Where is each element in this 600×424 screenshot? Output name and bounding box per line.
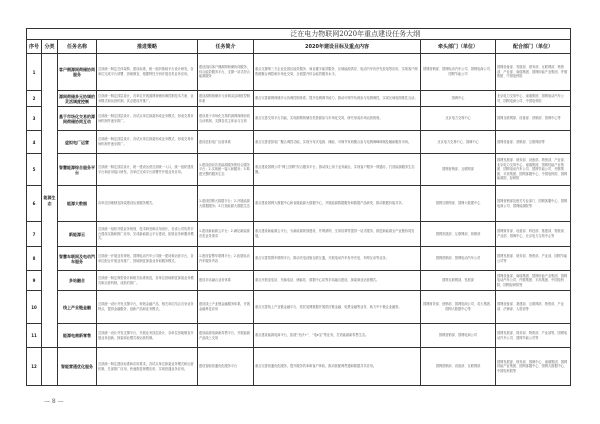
strategy: 总部统一制定建设标准和应用要求，各试点单位探索业务模式和运营机制，总部推广应用，快速推进规模应用，实现营通业务应用。 — [97, 348, 198, 386]
goals-content: 重点支撑第三方企业及园区能效服务、商业楼宇能效服务、区域能源供应、电动汽车有序充放电等应用，实现客户侧资源聚合调控和市场化交易，全面提升综合能效服务水平。 — [254, 54, 421, 91]
header-row — [27, 40, 571, 54]
row-number: 9 — [27, 271, 42, 291]
header-content: 2020年建设目标及重点内容 — [254, 40, 421, 54]
task-intro: 建设虚拟电厂运营体系 — [198, 131, 254, 154]
row-number: 10 — [27, 291, 42, 324]
goals-content: 重点建设国网公司“网上国网”综合服务平台，推动线上线下业务融合，实现客户服务一网通办，打造能源服务生态圈。 — [254, 154, 421, 186]
lead-department: 国网营销部、设备部、互联网部 — [421, 348, 496, 386]
table-row — [27, 348, 571, 386]
category-cell-empty — [42, 348, 58, 386]
lead-department: 国网互联网部、发展部 — [421, 271, 496, 291]
table-row — [27, 107, 571, 131]
goals-content: 重点完善线上产业链金融平台，依托电网数据开展供应链金融、电费金融等业务，助力中小微企业融资。 — [254, 291, 421, 324]
table-row — [27, 131, 571, 154]
goals-content: 重点建设新能源云平台，为新能源规划建设、并网消纳、交易结算等提供一站式服务，推进新能源全产业链协同发展。 — [254, 222, 421, 247]
task-intro: 建设多站融合业务体系 — [198, 271, 254, 291]
table-row — [27, 54, 571, 91]
row-number: 6 — [27, 186, 42, 222]
strategy: 总部统一制定顶层设计，各试点单位探索形成业务模式，形成交易市场机制并逐步推广。 — [97, 107, 198, 131]
task-intro: 1.建设智慧车联网平台；2.拓展电动汽车服务内容 — [198, 247, 254, 271]
goals-content: 重点开展变电站、充换电站、储能站、数据中心站等多站融合建设，探索商业运营模式。 — [254, 271, 421, 291]
support-department: 国网发展部、财务部、设备部、物资部、产业部、北京电力交易中心、南瑞集团、国网综能产业集团、国网电动汽车公司、国网节能公司、许继集团、平高集团、国网客服中心、中国电科院、国网能源院、经研院 — [496, 154, 571, 186]
table-row — [27, 271, 571, 291]
goals-content: 重点完善交易平台功能，实现源网荷储各类资源参与市场化交易，研究形成市场运营规则。 — [254, 107, 421, 131]
task-intro: 建设源网荷储多元协调灵活调度控制体系 — [198, 91, 254, 107]
table-row — [27, 247, 571, 271]
table-row — [27, 186, 571, 222]
lead-department: 国网发展部、互联网部、营销部 — [421, 222, 496, 247]
task-table — [26, 28, 571, 386]
header-support-dept: 配合部门（单位） — [496, 40, 571, 54]
strategy: 总部统一制定顶层设计，各单位开展源网荷储协调控制技术方案、业务模式和运营机制，试点建设并推广。 — [97, 91, 198, 107]
header-strategy: 推进策略 — [97, 40, 198, 54]
row-number: 2 — [27, 91, 42, 107]
row-number: 7 — [27, 222, 42, 247]
goals-content: 重点建设能源电商平台，拓展“光伏+”、“电e宝”等业务，打造能源新零售生态。 — [254, 324, 421, 348]
goals-content: 重点建设国网大数据中心和省级能源大数据中心，开展能源数据服务和数据产品研发，推动数据价值共享。 — [254, 186, 421, 222]
goals-content: 重点完善源网荷储多元协调控制体系，提升电网调节能力，推动可调节负荷参与电网调控，实现区域电网柔性互动。 — [254, 91, 421, 107]
task-name: 智能营通优化服务 — [58, 348, 97, 386]
task-intro: 1.建设面向各类能源服务的综合服务平台；2.实现统一接入和服务；3.构建完整的服务生态 — [198, 154, 254, 186]
category-cell: 能源生态 — [42, 54, 58, 348]
strategy: 总部统一制定顶层设计，统一建设运营总部统一入口，统一组织建设平台和应用接口研发，各单位完成平台部署并开展业务应用。 — [97, 154, 198, 186]
task-intro: 建设能源电商新零售平台，开展能源产品线上交易 — [198, 324, 254, 348]
lead-department: 国调中心 — [421, 91, 496, 107]
support-department: 国网互联网部、设备部、营销部、国调中心等 — [496, 107, 571, 131]
support-department: 国网设备部、基建部、互联网部、物资部、产业部、法律部、人资部等 — [496, 291, 571, 324]
row-number: 12 — [27, 348, 42, 386]
task-name: 源网荷储多元协调的灵活调度控制 — [58, 91, 97, 107]
lead-department: 北京电力交易中心、国调中心 — [421, 131, 496, 154]
task-name: 基于市场化交易的源网荷储协同互动 — [58, 107, 97, 131]
row-number: 4 — [27, 131, 42, 154]
lead-department: 国网财务部、营销部、国网电商公司、英大集团、国网大数据中心等 — [421, 291, 496, 324]
strategy: 总部统一制定总体架构、建设标准，统一组织基础平台设计研发，各单位完成平台部署、因地制宜、根据特性分别开展各类业务应用。 — [97, 54, 198, 91]
support-department: 国网财务部、设备部、科技部、基建部、物资部、产业部、国调中心、北京电力交易中心等 — [496, 222, 571, 247]
support-department: 国网设备部、发展部、财务部、互联网部、物资部、产业部、南瑞集团、国网综能产业集团、许继集团、中国电科院 — [496, 54, 571, 91]
header-lead-dept: 牵头部门（单位） — [421, 40, 496, 54]
support-department: 国网发展部、财务部、物资部、产业部、国网节能公司等 — [496, 247, 571, 271]
lead-department: 国网营销部、国网电动汽车公司 — [421, 247, 496, 271]
header-intro: 任务简介 — [198, 40, 254, 54]
row-number: 8 — [27, 247, 42, 271]
strategy: 总部统一组织开展业务规划、技术研发和应用设计，各省公司负责平台建设实施和推广应用，完成新能源云平台建设，拓展业务和服务模式。 — [97, 222, 198, 247]
lead-department: 国网营销部、国网电商公司 — [421, 324, 496, 348]
support-department: 国网设备部、营销部、互联网部等 — [496, 131, 571, 154]
row-number: 5 — [27, 154, 42, 186]
row-number: 1 — [27, 54, 42, 91]
task-intro: 1.建设新能源云平台；2.满足新能源各类业务需求 — [198, 222, 254, 247]
task-name: 新能源云 — [58, 222, 97, 247]
header-no: 序号 — [27, 40, 42, 54]
goals-content: 重点完善营通优化服务，提升服务效率和客户体验，推动营配调贯通和数据共享应用。 — [254, 348, 421, 386]
table-row — [27, 91, 571, 107]
table-title: 泛在电力物联网2020年重点建设任务大纲 — [27, 29, 571, 40]
lead-department: 国网营销部、国网电动汽车公司、国网电商公司、国网节能公司 — [421, 54, 496, 91]
strategy: 各单位因地制宜探索建设运营服务模式。 — [97, 186, 198, 222]
support-department: 国网营销部及相关专业部门、国网客服中心、国网电商公司、国网能源院等 — [496, 186, 571, 222]
task-intro: 建设基于市场化交易的源网荷储协同互动机制，支撑各类主体参与交易 — [198, 107, 254, 131]
support-department: 国网设备部、南瑞集团、国网综能产业集团、国网电动汽车公司、许继集团、平高集团、中国电科院、国网经研院等 — [496, 271, 571, 291]
task-name: 智慧能源综合服务平台 — [58, 154, 97, 186]
row-number: 11 — [27, 324, 42, 348]
task-intro: 建设智能营通优化服务平台 — [198, 348, 254, 386]
strategy: 总部统一制定典型设计和相关标准规范，各单位因地制宜探索业务模式和运营机制，成熟后推广。 — [97, 271, 198, 291]
lead-department: 国网互联网部、国网大数据中心 — [421, 186, 496, 222]
table-row — [27, 324, 571, 348]
support-department: 国网发展部、财务部、物资部、产业部等，国网电动汽车公司、国网节能公司等 — [496, 324, 571, 348]
row-number: 3 — [27, 107, 42, 131]
task-name: 客户侧源网荷储协同服务 — [58, 54, 97, 91]
header-task-name: 任务名称 — [58, 40, 97, 54]
strategy: 总部统一开展业务规划，国网电动汽车公司统一建设和运营平台，各单位配合开展业务推广，因地制宜探索业务和服务模式。 — [97, 247, 198, 271]
task-intro: 建设线上产业链金融服务体系，开展金融科技应用 — [198, 291, 254, 324]
goals-content: 重点完善智慧车联网平台，推动充电设施互联互通，开展电动汽车有序充电、车网互动等业务。 — [254, 247, 421, 271]
support-department: 国网发展部、财务部、国调中心、南瑞集团、国网综能产业集团、国网客服中心、国网大数据中心、中国电科院等 — [496, 348, 571, 386]
task-name: 多站融合 — [58, 271, 97, 291]
task-name: 能源电商新零售 — [58, 324, 97, 348]
lead-department: 国网营销部、互联网部 — [421, 154, 496, 186]
lead-department: 北京电力交易中心 — [421, 107, 496, 131]
header-category: 分类 — [42, 40, 58, 54]
support-department: 北京电力交易中心、南瑞集团、国网电动汽车公司、国网电商公司、中国电科院 — [496, 91, 571, 107]
task-intro: 1.建设国网大数据平台；2.开展能源大数据服务；3.打造能源大数据生态 — [198, 186, 254, 222]
task-name: 虚拟电厂运营 — [58, 131, 97, 154]
page-number: — 8 — — [44, 398, 64, 405]
task-intro: 建设面向客户侧源网荷储协同服务，综合能效服务平台，支撑一站式综合能源服务 — [198, 54, 254, 91]
table-row — [27, 222, 571, 247]
strategy: 总部统一设计开发支撑平台，规划金融产品，相关单位结合自身业务特点，提供金融服务，创新产品和业务模式。 — [97, 291, 198, 324]
table-row — [27, 291, 571, 324]
task-name: 能源大数据 — [58, 186, 97, 222]
task-name: 智慧车联网及电动汽车服务 — [58, 247, 97, 271]
goals-content: 重点完善虚拟电厂聚合调控功能，实现分布式电源、储能、可调节负荷聚合参与电网调峰调频及辅助服务市场。 — [254, 131, 421, 154]
task-name: 线上产业链金融 — [58, 291, 97, 324]
table-row — [27, 154, 571, 186]
strategy: 总部统一制定顶层设计，各试点单位探索形成业务模式，形成交易市场机制并逐步推广。 — [97, 131, 198, 154]
strategy: 总部统一设计开发支撑平台，开展业务顶层设计，各单位因地制宜开展业务创新，探索商业模式和运营机制。 — [97, 324, 198, 348]
